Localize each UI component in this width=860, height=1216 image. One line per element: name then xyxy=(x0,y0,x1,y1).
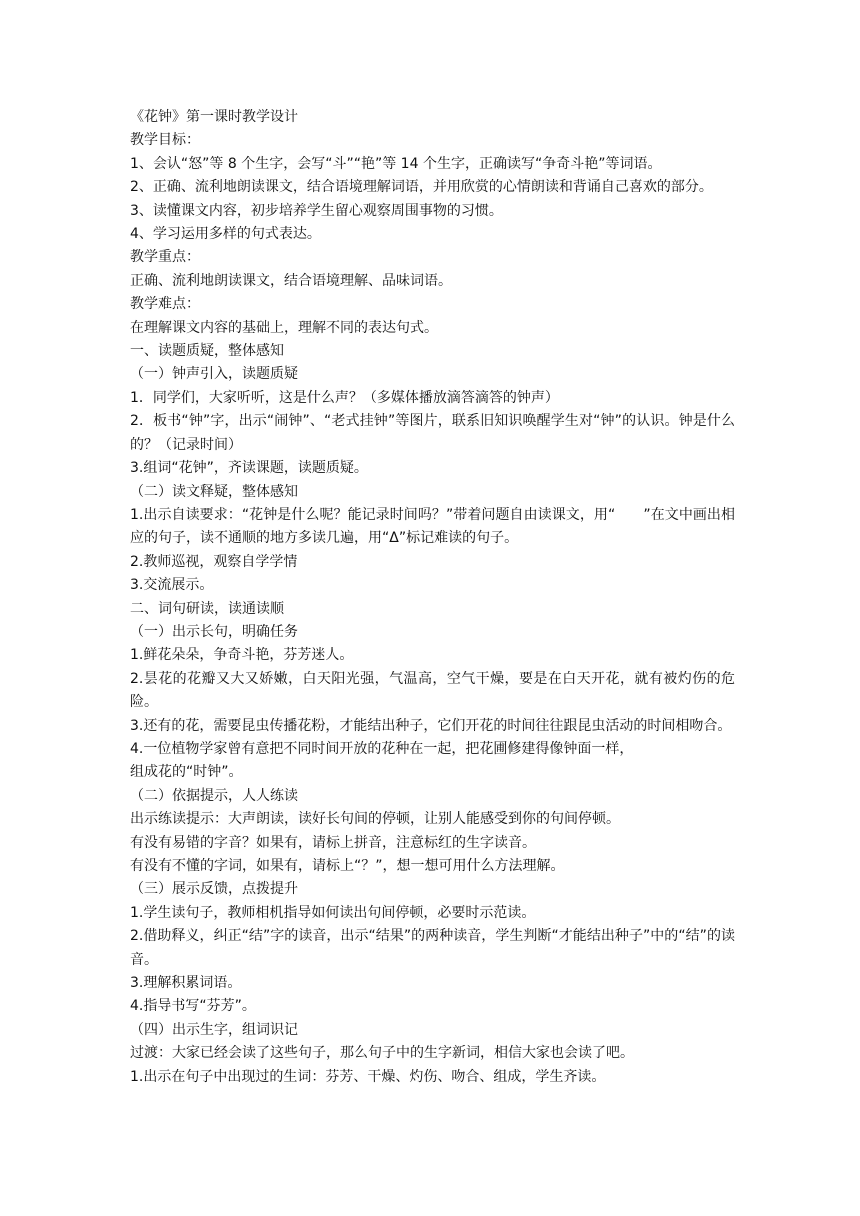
sentence-item: 1.鲜花朵朵，争奇斗艳，芬芳迷人。 xyxy=(130,647,354,664)
difficulty-text: 在理解课文内容的基础上，理解不同的表达句式。 xyxy=(130,319,438,336)
document-title: 《花钟》第一课时教学设计 xyxy=(130,109,298,125)
key-points-label: 教学重点： xyxy=(130,249,200,266)
subsection-heading: （三）展示反馈，点拨提升 xyxy=(130,881,298,898)
section-heading: 二、词句研读，读通读顺 xyxy=(130,600,284,617)
step-item: 2.教师巡视，观察自学学情 xyxy=(130,553,298,570)
subsection-heading: （一）钟声引入，读题质疑 xyxy=(130,366,298,383)
practice-tip: 出示练读提示：大声朗读，读好长句间的停顿，让别人能感受到你的句间停顿。 xyxy=(130,811,620,828)
key-points-text: 正确、流利地朗读课文，结合语境理解、品味词语。 xyxy=(130,272,452,289)
step-item: 1.出示在句子中出现过的生词：芬芳、干燥、灼伤、吻合、组成，学生齐读。 xyxy=(130,1068,606,1085)
step-item: 1.学生读句子，教师相机指导如何读出句间停顿，必要时示范读。 xyxy=(130,904,536,921)
sentence-item: 3.还有的花，需要昆虫传播花粉，才能结出种子，它们开花的时间往往跟昆虫活动的时间相吻合。 xyxy=(130,717,732,734)
step-item: 4.指导书写“芬芳”。 xyxy=(130,998,256,1015)
subsection-heading: （二）依据提示，人人练读 xyxy=(130,787,298,804)
step-item: 过渡：大家已经会读了这些句子，那么句子中的生字新词，相信大家也会读了吧。 xyxy=(130,1045,634,1062)
step-item: 3.理解积累词语。 xyxy=(130,975,242,992)
difficulty-label: 教学难点： xyxy=(130,296,200,313)
objective-item: 2、正确、流利地朗读课文，结合语境理解词语，并用欣赏的心情朗读和背诵自己喜欢的部分。 xyxy=(130,179,713,196)
step-item: 2．板书“钟”字，出示“闹钟”、“老式挂钟”等图片，联系旧知识唤醒学生对“钟”的认识。钟是什么的？（记录时间） xyxy=(130,413,735,453)
practice-tip: 有没有不懂的字词，如果有，请标上“？”，想一想可用什么方法理解。 xyxy=(130,858,565,874)
step-item: 3.交流展示。 xyxy=(130,577,214,594)
subsection-heading: （一）出示长句，明确任务 xyxy=(130,623,298,640)
subsection-heading: （四）出示生字，组词识记 xyxy=(130,1021,298,1038)
step-item: 1．同学们，大家听听，这是什么声？（多媒体播放滴答滴答的钟声） xyxy=(130,389,559,406)
practice-tip: 有没有易错的字音？如果有，请标上拼音，注意标红的生字读音。 xyxy=(130,834,536,851)
objective-item: 3、读懂课文内容，初步培养学生留心观察周围事物的习惯。 xyxy=(130,202,503,219)
lesson-plan-document xyxy=(130,106,735,1089)
subsection-heading: （二）读文释疑，整体感知 xyxy=(130,483,298,500)
objective-item: 1、会认“怒”等 8 个生字，会写“斗”“艳”等 14 个生字，正确读写“争奇斗艳”等词语。 xyxy=(130,155,662,172)
sentence-item: 4.一位植物学家曾有意把不同时间开放的花种在一起，把花圃修建得像钟面一样， xyxy=(130,740,634,757)
section-heading: 一、读题质疑，整体感知 xyxy=(130,343,284,360)
objectives-label: 教学目标： xyxy=(130,132,200,149)
step-item: 2.借助释义，纠正“结”字的读音，出示“结果”的两种读音，学生判断“才能结出种子”中的“结”的读音。 xyxy=(130,928,735,968)
objective-item: 4、学习运用多样的句式表达。 xyxy=(130,226,321,243)
step-item: 1.出示自读要求：“花钟是什么呢？能记录时间吗？”带着问题自由读课文，用“ ”在文中画出相应的句子，读不通顺的地方多读几遍，用“Δ”标记难读的句子。 xyxy=(130,506,735,547)
sentence-item: 2.昙花的花瓣又大又娇嫩，白天阳光强，气温高，空气干燥，要是在白天开花，就有被灼伤的危险。 xyxy=(130,670,735,711)
step-item: 3.组词“花钟”，齐读课题，读题质疑。 xyxy=(130,460,368,477)
sentence-item: 组成花的“时钟”。 xyxy=(130,764,243,781)
